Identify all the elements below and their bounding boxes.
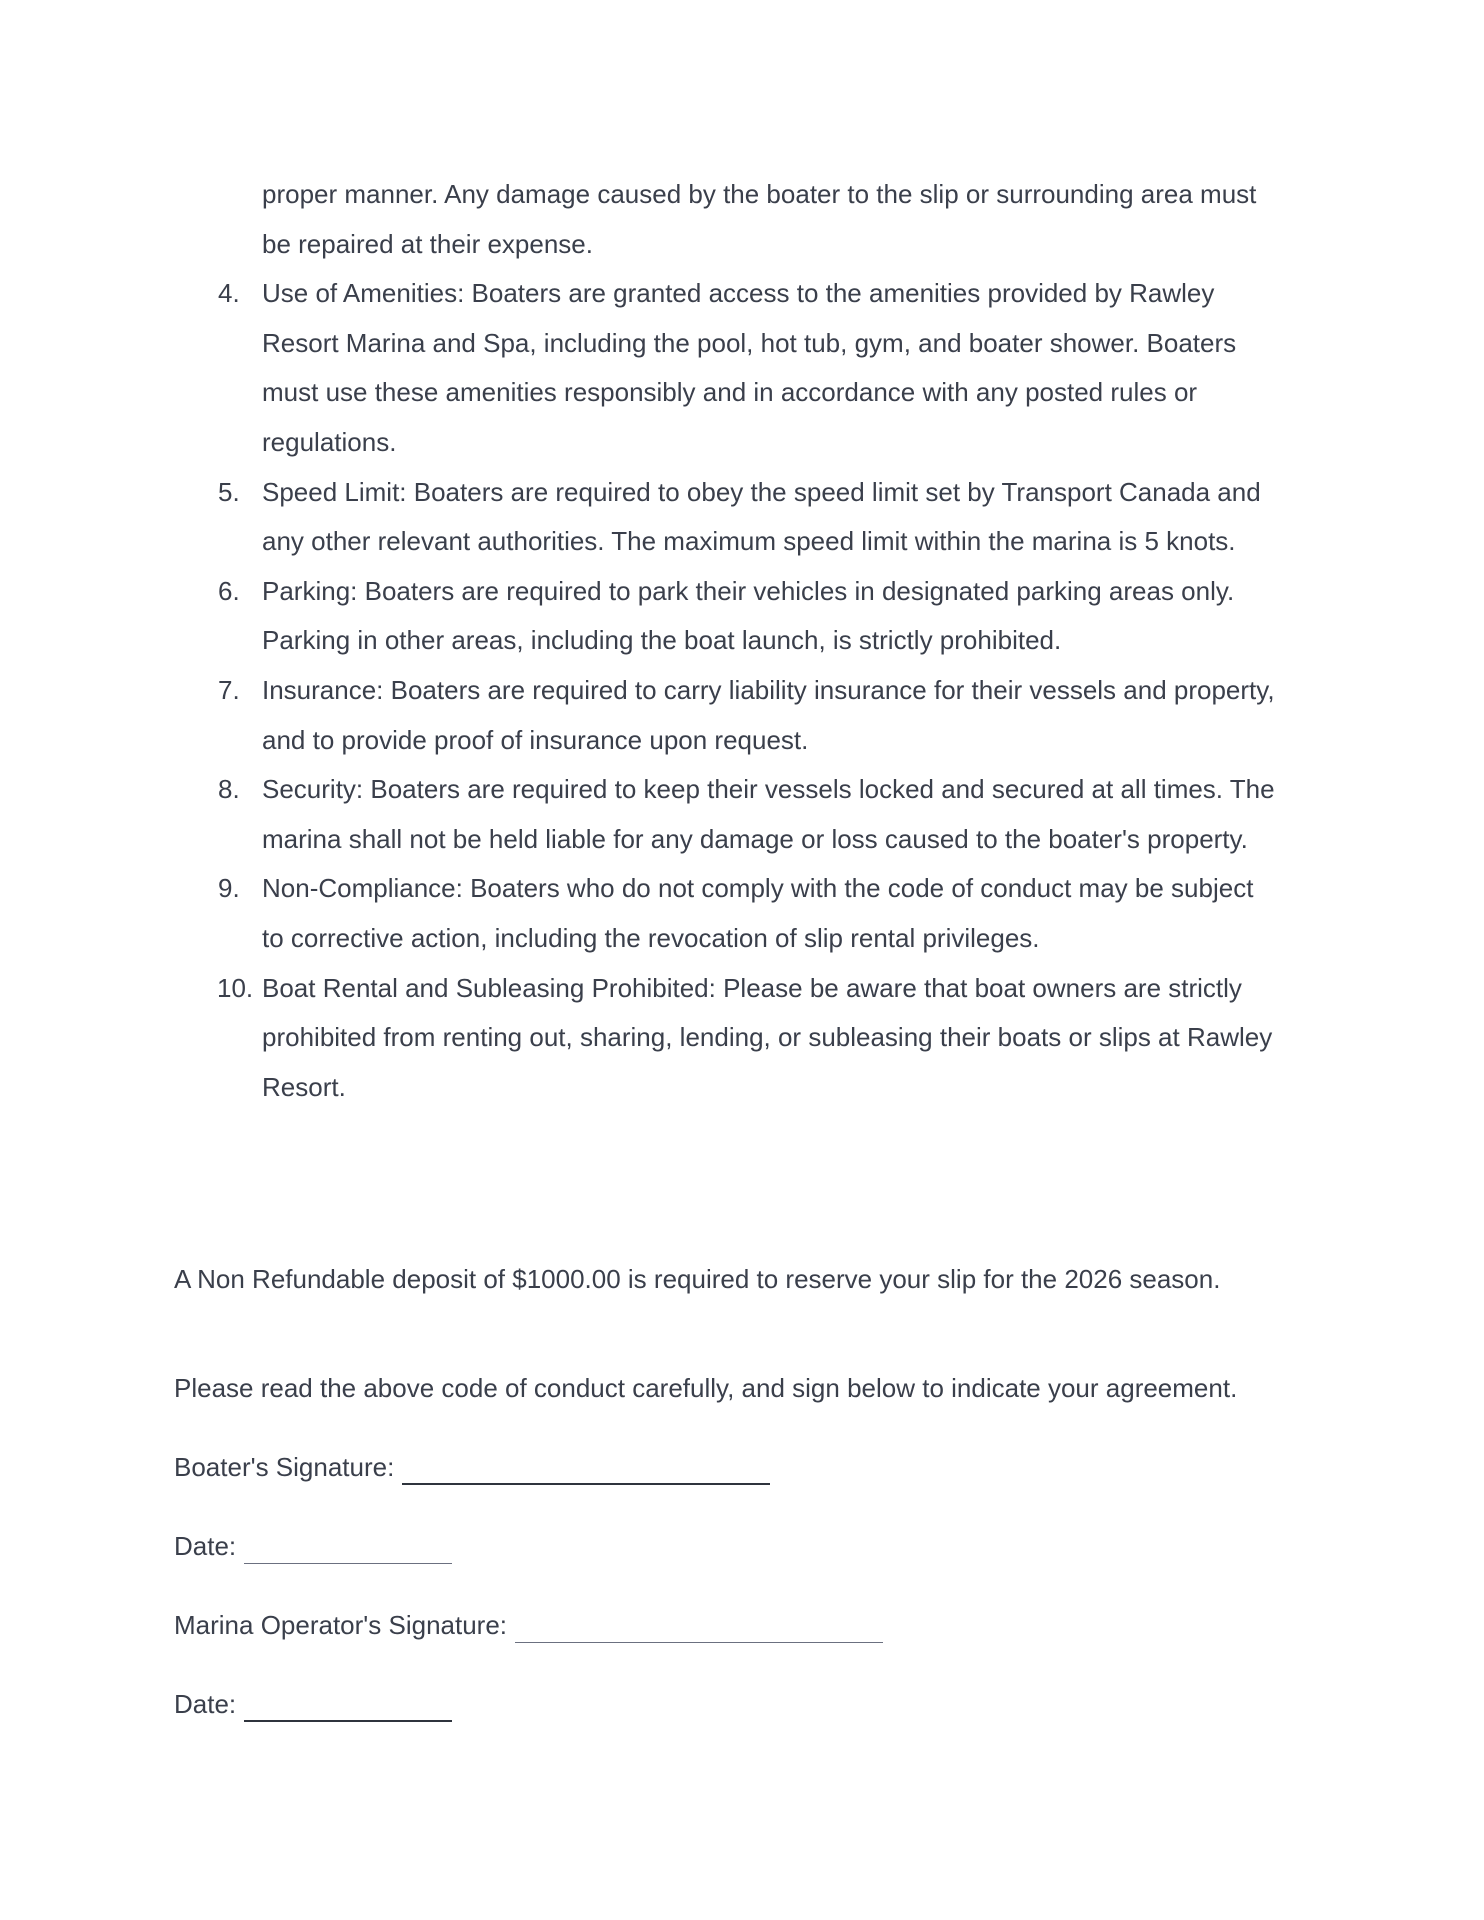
date-field-2[interactable] (244, 1692, 452, 1722)
rule-line: must use these amenities responsibly and in accordance with any posted rules or (262, 377, 1198, 408)
rule-line: Boat Rental and Subleasing Prohibited: Please be aware that boat owners are strictly (262, 972, 1242, 1003)
rule-5 (0, 468, 1312, 567)
operator-signature-row (174, 1607, 883, 1643)
rule-line: Speed Limit: Boaters are required to obey the speed limit set by Transport Canada and (262, 476, 1261, 507)
rule-line: any other relevant authorities. The maximum speed limit within the marina is 5 knots. (262, 526, 1236, 557)
deposit-notice: A Non Refundable deposit of $1000.00 is required to reserve your slip for the 2026 season. (174, 1264, 1221, 1294)
date-row-1 (174, 1528, 452, 1564)
boater-signature-field[interactable] (402, 1455, 770, 1485)
rule-number: 7. (218, 674, 240, 705)
rule-line: Non-Compliance: Boaters who do not comply with the code of conduct may be subject (262, 873, 1254, 904)
code-of-conduct-list (0, 170, 1484, 1112)
rule-number: 8. (218, 774, 240, 805)
rule-6 (0, 567, 1312, 666)
rule-line: Resort Marina and Spa, including the pool, hot tub, gym, and boater shower. Boaters (262, 327, 1237, 358)
rule-7 (0, 666, 1312, 765)
rule-number: 10. (217, 972, 254, 1003)
operator-signature-label: Marina Operator's Signature: (174, 1610, 508, 1640)
rule-line: proper manner. Any damage caused by the boater to the slip or surrounding area must (262, 179, 1257, 209)
agreement-instruction: Please read the above code of conduct carefully, and sign below to indicate your agreement. (174, 1373, 1238, 1403)
rule-8 (0, 765, 1312, 864)
date-row-2 (174, 1686, 452, 1722)
rule-line: be repaired at their expense. (262, 228, 593, 259)
date-label-1: Date: (174, 1531, 237, 1561)
rule-3-continuation (0, 170, 1312, 269)
rule-10 (0, 964, 1312, 1113)
rule-line: and to provide proof of insurance upon request. (262, 724, 809, 755)
rule-line: Security: Boaters are required to keep their vessels locked and secured at all times. The (262, 774, 1275, 805)
date-label-2: Date: (174, 1689, 237, 1719)
rule-line: prohibited from renting out, sharing, lending, or subleasing their boats or slips at Rawley (262, 1022, 1273, 1053)
rule-number: 6. (218, 575, 240, 606)
rule-line: to corrective action, including the revocation of slip rental privileges. (262, 922, 1040, 953)
rule-line: marina shall not be held liable for any damage or loss caused to the boater's property. (262, 823, 1248, 854)
date-field-1[interactable] (244, 1535, 452, 1564)
rule-line: Insurance: Boaters are required to carry liability insurance for their vessels and property, (262, 674, 1275, 705)
rule-line: Parking: Boaters are required to park their vehicles in designated parking areas only. (262, 575, 1235, 606)
rule-number: 5. (218, 476, 240, 507)
rule-line: Use of Amenities: Boaters are granted access to the amenities provided by Rawley (262, 278, 1215, 309)
boater-signature-label: Boater's Signature: (174, 1452, 395, 1482)
rule-number: 4. (218, 278, 240, 309)
rule-9 (0, 864, 1312, 963)
rule-4 (0, 269, 1312, 467)
rule-line: Resort. (262, 1071, 346, 1102)
operator-signature-field[interactable] (515, 1614, 883, 1643)
boater-signature-row (174, 1449, 770, 1485)
rule-line: regulations. (262, 426, 397, 457)
rule-line: Parking in other areas, including the boat launch, is strictly prohibited. (262, 625, 1062, 656)
rule-number: 9. (218, 873, 240, 904)
